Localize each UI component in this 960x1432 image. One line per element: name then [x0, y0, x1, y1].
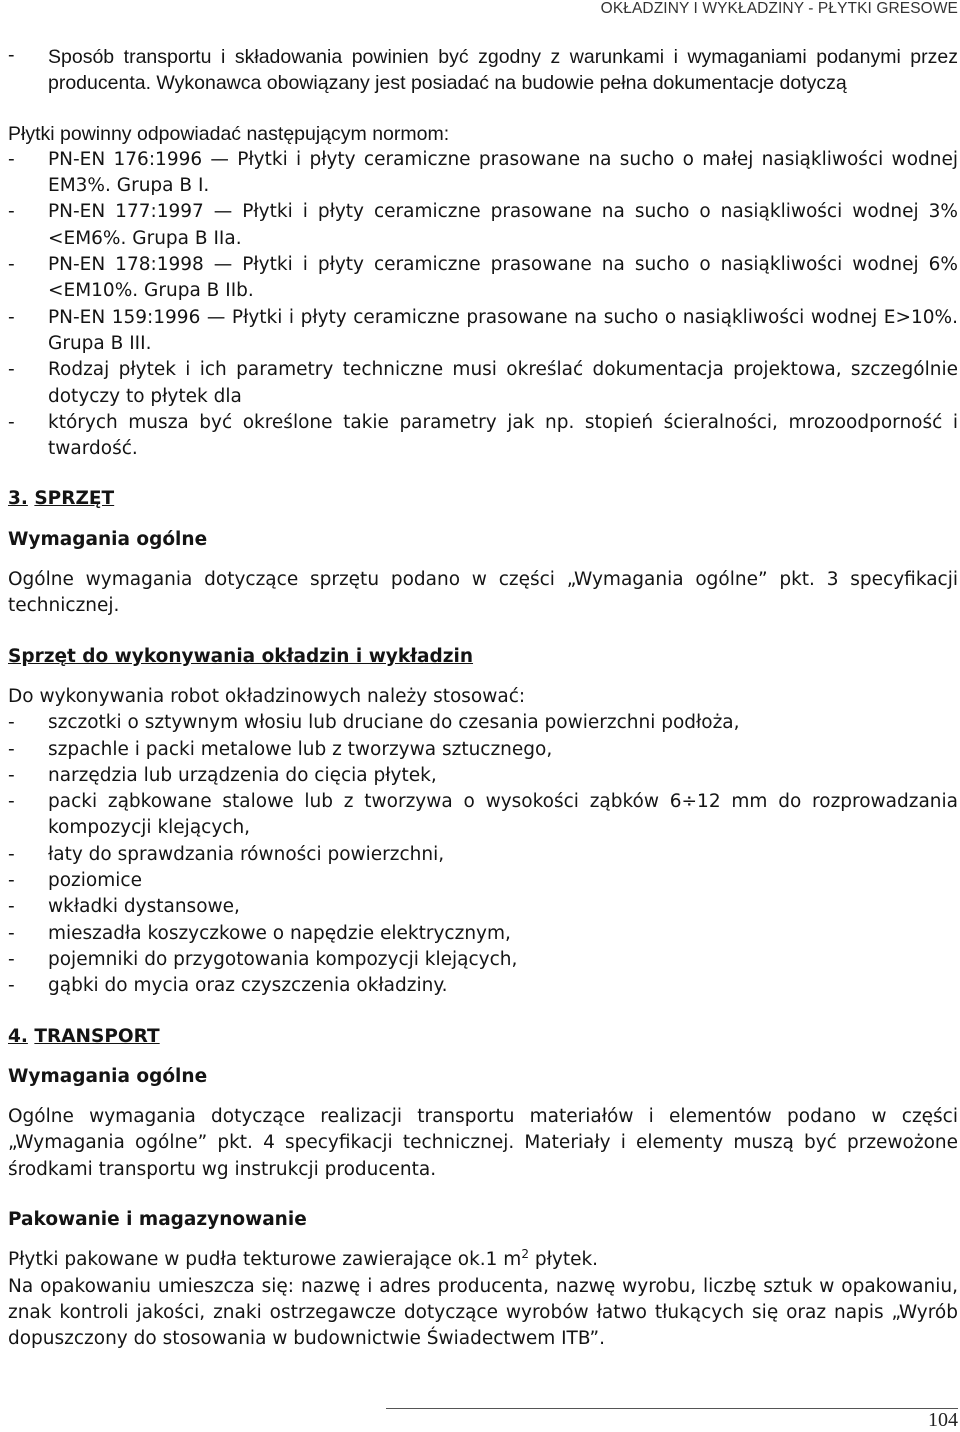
section-4-title: TRANSPORT: [34, 1025, 160, 1047]
section-3-title: SPRZĘT: [34, 488, 115, 510]
tool-item: narzędzia lub urządzenia do cięcia płytek,: [48, 764, 437, 786]
packing-text-end: płytek.: [528, 1249, 599, 1271]
section-3-general-heading: Wymagania ogólne: [8, 528, 208, 550]
packing-text-2: Na opakowaniu umieszcza się: nazwę i adres producenta, nazwę wyrobu, liczbę sztuk w opakowaniu, znak kontroli jakości, znaki ostrzegawcze dotyczące wyrobów łatwo tłukących się oraz napis „Wyrób dopuszczony do stosowania w budownictwie Świadectwem ITB”.: [8, 1275, 958, 1350]
packing-heading: Pakowanie i magazynowanie: [8, 1208, 307, 1230]
list-item: - poziomice: [8, 868, 958, 894]
footer-rule: [386, 1408, 958, 1409]
tools-heading: Sprzęt do wykonywania okładzin i wykładzin: [8, 645, 474, 667]
tool-item: packi ząbkowane stalowe lub z tworzywa o wysokości ząbków 6÷12 mm do rozprowadzania kompozycji klejących,: [48, 791, 958, 839]
section-4-general-text: Ogólne wymagania dotyczące realizacji transportu materiałów i elementów podano w części „Wymagania ogólne” pkt. 4 specyfikacji technicznej. Materiały i elementy muszą być przewożone środkami transportu wg instrukcji producenta.: [8, 1106, 958, 1180]
transport-note-text: Sposób transportu i składowania powinien być zgodny z warunkami i wymaganiami podanymi przez producenta. Wykonawca obowiązany jest posiadać na budowie pełna dokumentacje dotyczą: [48, 46, 958, 95]
page-number: 104: [928, 1409, 958, 1431]
norm-item: Rodzaj płytek i ich parametry techniczne musi określać dokumentacja projektowa, szczególnie dotyczy to płytek dla: [48, 359, 958, 407]
tool-item: wkładki dystansowe,: [48, 896, 240, 918]
list-item: - PN-EN 176:1996 — Płytki i płyty ceramiczne prasowane na sucho o małej nasiąkliwości wodnej EM3%. Grupa B I.: [8, 147, 958, 200]
packing-superscript: 2: [521, 1247, 529, 1262]
list-item: [8, 44, 958, 97]
norm-item: PN-EN 177:1997 — Płytki i płyty ceramiczne prasowane na sucho o nasiąkliwości wodnej 3%<EM6%. Grupa B IIa.: [48, 201, 958, 249]
norm-item: których musza być określone takie parametry jak np. stopień ścieralności, mrozoodporność i twardość.: [48, 411, 958, 460]
running-header: OKŁADZINY I WYKŁADZINY - PŁYTKI GRESOWE: [600, 0, 958, 17]
list-item: - pojemniki do przygotowania kompozycji klejących,: [8, 947, 958, 973]
section-4-general-heading: Wymagania ogólne: [8, 1065, 208, 1087]
norm-item: PN-EN 159:1996 — Płytki i płyty ceramiczne prasowane na sucho o nasiąkliwości wodnej E>10%. Grupa B III.: [48, 306, 958, 354]
section-4-heading: [8, 1024, 958, 1050]
tool-item: szczotki o sztywnym włosiu lub druciane do czesania powierzchni podłoża,: [48, 712, 740, 734]
list-item: - PN-EN 159:1996 — Płytki i płyty ceramiczne prasowane na sucho o nasiąkliwości wodnej E>10%. Grupa B III.: [8, 305, 958, 358]
tools-intro: Do wykonywania robot okładzinowych należy stosować:: [8, 685, 526, 707]
page-content: [8, 44, 958, 1352]
packing-text-main: Płytki pakowane w pudła tekturowe zawierające ok.1 m: [8, 1249, 522, 1271]
packing-text: [8, 1247, 958, 1273]
norms-intro: Płytki powinny odpowiadać następującym normom:: [8, 122, 450, 145]
tool-item: pojemniki do przygotowania kompozycji klejących,: [48, 948, 518, 970]
norm-item: PN-EN 176:1996 — Płytki i płyty ceramiczne prasowane na sucho o małej nasiąkliwości wodnej EM3%. Grupa B I.: [48, 148, 958, 197]
norm-item: PN-EN 178:1998 — Płytki i płyty ceramiczne prasowane na sucho o nasiąkliwości wodnej 6%<EM10%. Grupa B IIb.: [48, 254, 958, 302]
section-3-general-text: Ogólne wymagania dotyczące sprzętu podano w części „Wymagania ogólne” pkt. 3 specyfikacji technicznej.: [8, 569, 958, 617]
list-item: - Rodzaj płytek i ich parametry techniczne musi określać dokumentacja projektowa, szczególnie dotyczy to płytek dla: [8, 357, 958, 410]
section-3-heading: [8, 486, 958, 512]
tool-item: mieszadła koszyczkowe o napędzie elektrycznym,: [48, 922, 511, 944]
section-4-number: 4.: [8, 1025, 28, 1047]
list-item: - PN-EN 178:1998 — Płytki i płyty ceramiczne prasowane na sucho o nasiąkliwości wodnej 6%<EM10%. Grupa B IIb.: [8, 252, 958, 305]
tool-item: gąbki do mycia oraz czyszczenia okładziny.: [48, 975, 448, 997]
list-item: - packi ząbkowane stalowe lub z tworzywa o wysokości ząbków 6÷12 mm do rozprowadzania kompozycji klejących,: [8, 789, 958, 842]
list-item: - których musza być określone takie parametry jak np. stopień ścieralności, mrozoodporność i twardość.: [8, 410, 958, 463]
list-item: - wkładki dystansowe,: [8, 894, 958, 920]
tool-item: szpachle i packi metalowe lub z tworzywa sztucznego,: [48, 738, 553, 760]
tool-item: łaty do sprawdzania równości powierzchni,: [48, 843, 445, 865]
list-item: - narzędzia lub urządzenia do cięcia płytek,: [8, 763, 958, 789]
section-3-number: 3.: [8, 488, 28, 510]
list-item: - gąbki do mycia oraz czyszczenia okładziny.: [8, 973, 958, 999]
tool-item: poziomice: [48, 870, 142, 892]
bullet-dash: -: [8, 44, 15, 66]
list-item: - szpachle i packi metalowe lub z tworzywa sztucznego,: [8, 737, 958, 763]
list-item: - mieszadła koszyczkowe o napędzie elektrycznym,: [8, 921, 958, 947]
list-item: - łaty do sprawdzania równości powierzchni,: [8, 842, 958, 868]
list-item: - szczotki o sztywnym włosiu lub druciane do czesania powierzchni podłoża,: [8, 710, 958, 736]
list-item: - PN-EN 177:1997 — Płytki i płyty ceramiczne prasowane na sucho o nasiąkliwości wodnej 3%<EM6%. Grupa B IIa.: [8, 199, 958, 252]
